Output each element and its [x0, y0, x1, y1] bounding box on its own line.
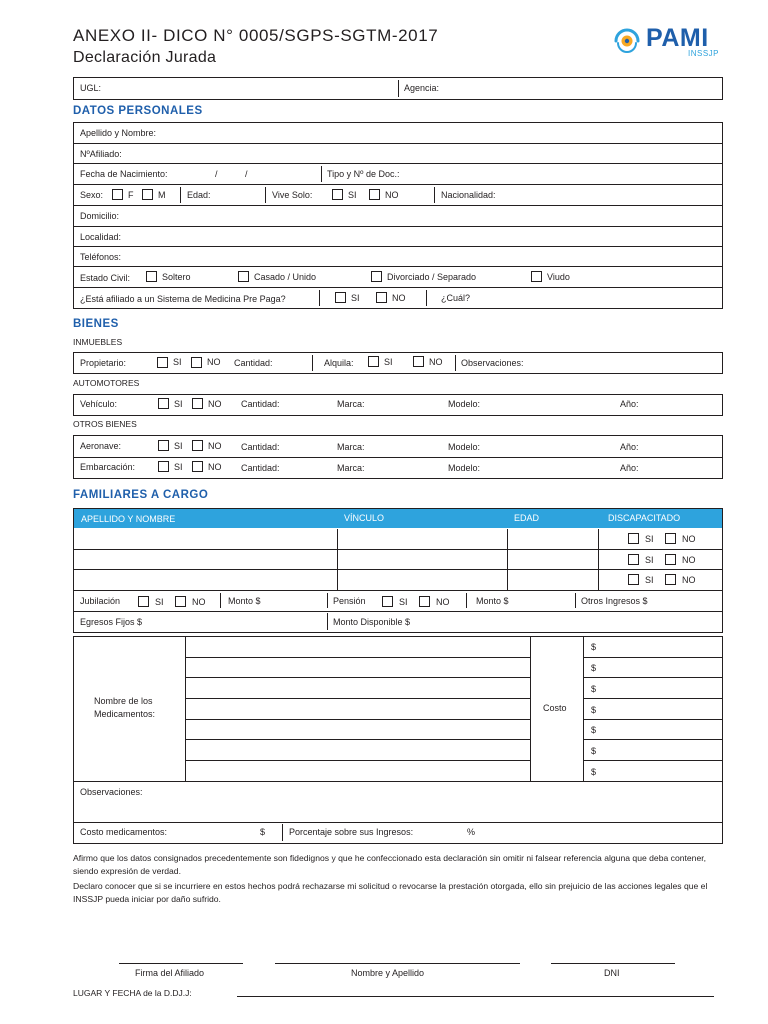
- localidad-field[interactable]: Localidad:: [80, 232, 122, 242]
- medicamentos-label: Medicamentos:: [94, 709, 156, 719]
- legal-affirmation: Afirmo que los datos consignados precedentemente son fidedignos y que he confeccionado esta declaración sin omitir ni falsear referencia alguna que deba contener, siendo expresión de verdad.: [73, 853, 706, 876]
- aeronave-no-checkbox[interactable]: [192, 440, 203, 451]
- pension-si-checkbox[interactable]: [382, 596, 393, 607]
- costo-field[interactable]: $: [591, 642, 597, 652]
- document-title: ANEXO II- DICO N° 0005/SGPS-SGTM-2017: [73, 26, 439, 45]
- discap-si-label: SI: [645, 575, 654, 585]
- fecha-nacimiento-field[interactable]: Fecha de Nacimiento:: [80, 169, 168, 179]
- soltero-checkbox[interactable]: [146, 271, 157, 282]
- inmuebles-row: [73, 352, 723, 374]
- alquila-label: Alquila:: [324, 358, 354, 368]
- dni-label: DNI: [604, 968, 620, 978]
- section-familiares: FAMILIARES A CARGO: [73, 489, 209, 501]
- estado-civil-label: Estado Civil:: [80, 273, 131, 283]
- porcentaje-symbol: %: [467, 827, 476, 837]
- embarcacion-label: Embarcación:: [80, 462, 136, 472]
- propietario-no-checkbox[interactable]: [191, 357, 202, 368]
- sexo-f-checkbox[interactable]: [112, 189, 123, 200]
- firma-label: Firma del Afiliado: [135, 968, 205, 978]
- vehiculo-no-checkbox[interactable]: [192, 398, 203, 409]
- propietario-no-label: NO: [207, 357, 221, 367]
- prepaga-no-label: NO: [392, 293, 406, 303]
- section-datos-personales: DATOS PERSONALES: [73, 105, 203, 117]
- jubilacion-no-label: NO: [192, 597, 206, 607]
- jubilacion-si-label: SI: [155, 597, 164, 607]
- automotores-label: AUTOMOTORES: [73, 378, 140, 388]
- embarcacion-si-checkbox[interactable]: [158, 461, 169, 472]
- costo-field[interactable]: $: [591, 663, 597, 673]
- casado-checkbox[interactable]: [238, 271, 249, 282]
- vehiculo-anio-field[interactable]: Año:: [620, 399, 639, 409]
- jubilacion-si-checkbox[interactable]: [138, 596, 149, 607]
- vive-solo-si-label: SI: [348, 190, 357, 200]
- col-vinculo-header: VÍNCULO: [344, 513, 385, 523]
- embarcacion-anio-field[interactable]: Año:: [620, 463, 639, 473]
- otros-ingresos-field[interactable]: Otros Ingresos $: [581, 596, 648, 606]
- otros-bienes-label: OTROS BIENES: [73, 419, 137, 429]
- prepaga-si-label: SI: [351, 293, 360, 303]
- embarcacion-no-label: NO: [208, 462, 222, 472]
- col-apellido-header: APELLIDO Y NOMBRE: [81, 514, 176, 524]
- embarcacion-cantidad-field[interactable]: Cantidad:: [241, 463, 280, 473]
- sexo-label: Sexo:: [80, 190, 104, 200]
- pension-no-checkbox[interactable]: [419, 596, 430, 607]
- pami-eye-icon: [612, 25, 642, 55]
- costo-field[interactable]: $: [591, 746, 597, 756]
- costo-field[interactable]: $: [591, 767, 597, 777]
- propietario-label: Propietario:: [80, 358, 127, 368]
- legal-declaration: Declaro conocer que si se incurriere en estos hechos podrá rechazarse mi solicitud o revocarse la prestación otorgada, ello sin prejuicio de las acciones legales que el INSSJP pueda iniciar por daño sufrido.: [73, 881, 708, 904]
- aeronave-modelo-field[interactable]: Modelo:: [448, 442, 481, 452]
- vehiculo-si-checkbox[interactable]: [158, 398, 169, 409]
- prepaga-cual-field[interactable]: ¿Cuál?: [441, 293, 471, 303]
- viudo-label: Viudo: [547, 272, 570, 282]
- col-discapacitado-header: DISCAPACITADO: [608, 513, 681, 523]
- discap-si-checkbox[interactable]: [628, 533, 639, 544]
- aeronave-si-checkbox[interactable]: [158, 440, 169, 451]
- discap-no-checkbox[interactable]: [665, 554, 676, 565]
- embarcacion-marca-field[interactable]: Marca:: [337, 463, 365, 473]
- discap-si-label: SI: [645, 555, 654, 565]
- inmuebles-observaciones-field[interactable]: Observaciones:: [461, 358, 524, 368]
- embarcacion-no-checkbox[interactable]: [192, 461, 203, 472]
- soltero-label: Soltero: [162, 272, 191, 282]
- date-separator: /: [215, 169, 218, 179]
- document-subtitle: Declaración Jurada: [73, 49, 217, 66]
- pension-si-label: SI: [399, 597, 408, 607]
- domicilio-field[interactable]: Domicilio:: [80, 211, 120, 221]
- section-bienes: BIENES: [73, 318, 119, 330]
- discap-si-checkbox[interactable]: [628, 554, 639, 565]
- aeronave-si-label: SI: [174, 441, 183, 451]
- discap-no-checkbox[interactable]: [665, 574, 676, 585]
- vive-solo-no-label: NO: [385, 190, 399, 200]
- monto-disponible-field[interactable]: Monto Disponible $: [333, 617, 411, 627]
- edad-field[interactable]: Edad:: [187, 190, 211, 200]
- vehiculo-cantidad-field[interactable]: Cantidad:: [241, 399, 280, 409]
- col-edad-header: EDAD: [514, 513, 540, 523]
- costo-medicamentos-dollar: $: [260, 827, 266, 837]
- vehiculo-modelo-field[interactable]: Modelo:: [448, 399, 481, 409]
- observaciones-field[interactable]: Observaciones:: [80, 787, 143, 797]
- prepaga-label: ¿Está afiliado a un Sistema de Medicina Pre Paga?: [80, 294, 286, 304]
- costo-field[interactable]: $: [591, 684, 597, 694]
- costo-medicamentos-field[interactable]: Costo medicamentos:: [80, 827, 168, 837]
- vehiculo-label: Vehículo:: [80, 399, 118, 409]
- alquila-si-label: SI: [384, 357, 393, 367]
- sexo-m-label: M: [158, 190, 166, 200]
- vehiculo-si-label: SI: [174, 399, 183, 409]
- propietario-si-label: SI: [173, 357, 182, 367]
- pension-label: Pensión: [333, 596, 366, 606]
- sexo-f-label: F: [128, 190, 134, 200]
- nacionalidad-field[interactable]: Nacionalidad:: [441, 190, 496, 200]
- vive-solo-label: Vive Solo:: [272, 190, 313, 200]
- tipo-doc-field[interactable]: Tipo y Nº de Doc.:: [327, 169, 400, 179]
- alquila-si-checkbox[interactable]: [368, 356, 379, 367]
- prepaga-no-checkbox[interactable]: [376, 292, 387, 303]
- apellido-field[interactable]: Apellido y Nombre:: [80, 128, 157, 138]
- firma-line[interactable]: [119, 963, 243, 964]
- aeronave-anio-field[interactable]: Año:: [620, 442, 639, 452]
- jubilacion-label: Jubilación: [80, 596, 121, 606]
- medicamentos-table: [73, 636, 723, 844]
- inmuebles-label: INMUEBLES: [73, 337, 123, 347]
- vive-solo-no-checkbox[interactable]: [369, 189, 380, 200]
- egresos-fijos-field[interactable]: Egresos Fijos $: [80, 617, 143, 627]
- embarcacion-modelo-field[interactable]: Modelo:: [448, 463, 481, 473]
- telefonos-field[interactable]: Teléfonos:: [80, 252, 122, 262]
- costo-field[interactable]: $: [591, 725, 597, 735]
- jubilacion-no-checkbox[interactable]: [175, 596, 186, 607]
- aeronave-label: Aeronave:: [80, 441, 122, 451]
- vive-solo-si-checkbox[interactable]: [332, 189, 343, 200]
- pami-logo: [612, 24, 727, 58]
- nombre-apellido-label: Nombre y Apellido: [351, 968, 425, 978]
- propietario-cantidad-field[interactable]: Cantidad:: [234, 358, 273, 368]
- medicamentos-label: Nombre de los: [94, 696, 153, 706]
- ugl-field[interactable]: UGL:: [80, 83, 102, 93]
- costo-label: Costo: [543, 703, 567, 713]
- vehiculo-no-label: NO: [208, 399, 222, 409]
- discap-no-label: NO: [682, 534, 696, 544]
- discap-no-label: NO: [682, 555, 696, 565]
- familiares-header-row: [74, 509, 722, 528]
- date-separator: /: [245, 169, 248, 179]
- discap-si-checkbox[interactable]: [628, 574, 639, 585]
- aeronave-no-label: NO: [208, 441, 222, 451]
- costo-field[interactable]: $: [591, 705, 597, 715]
- lugar-fecha-label: LUGAR Y FECHA de la D.DJ.J:: [73, 988, 192, 998]
- alquila-no-label: NO: [429, 357, 443, 367]
- dni-line[interactable]: [551, 963, 675, 964]
- propietario-si-checkbox[interactable]: [157, 357, 168, 368]
- pension-no-label: NO: [436, 597, 450, 607]
- viudo-checkbox[interactable]: [531, 271, 542, 282]
- logo-subtext: INSSJP: [688, 49, 720, 58]
- embarcacion-si-label: SI: [174, 462, 183, 472]
- porcentaje-ingresos-field[interactable]: Porcentaje sobre sus Ingresos:: [289, 827, 414, 837]
- vehiculo-marca-field[interactable]: Marca:: [337, 399, 365, 409]
- discap-si-label: SI: [645, 534, 654, 544]
- nombre-line[interactable]: [275, 963, 520, 964]
- alquila-no-checkbox[interactable]: [413, 356, 424, 367]
- sexo-m-checkbox[interactable]: [142, 189, 153, 200]
- discap-no-label: NO: [682, 575, 696, 585]
- agencia-field[interactable]: Agencia:: [404, 83, 440, 93]
- lugar-fecha-line[interactable]: [237, 996, 714, 997]
- discap-no-checkbox[interactable]: [665, 533, 676, 544]
- prepaga-si-checkbox[interactable]: [335, 292, 346, 303]
- divorciado-label: Divorciado / Separado: [387, 272, 477, 282]
- aeronave-marca-field[interactable]: Marca:: [337, 442, 365, 452]
- casado-label: Casado / Unido: [254, 272, 317, 282]
- jubilacion-monto-field[interactable]: Monto $: [228, 596, 261, 606]
- afiliado-field[interactable]: NºAfiliado:: [80, 149, 122, 159]
- pension-monto-field[interactable]: Monto $: [476, 596, 509, 606]
- logo-text: PAMI: [646, 24, 709, 52]
- aeronave-cantidad-field[interactable]: Cantidad:: [241, 442, 280, 452]
- divorciado-checkbox[interactable]: [371, 271, 382, 282]
